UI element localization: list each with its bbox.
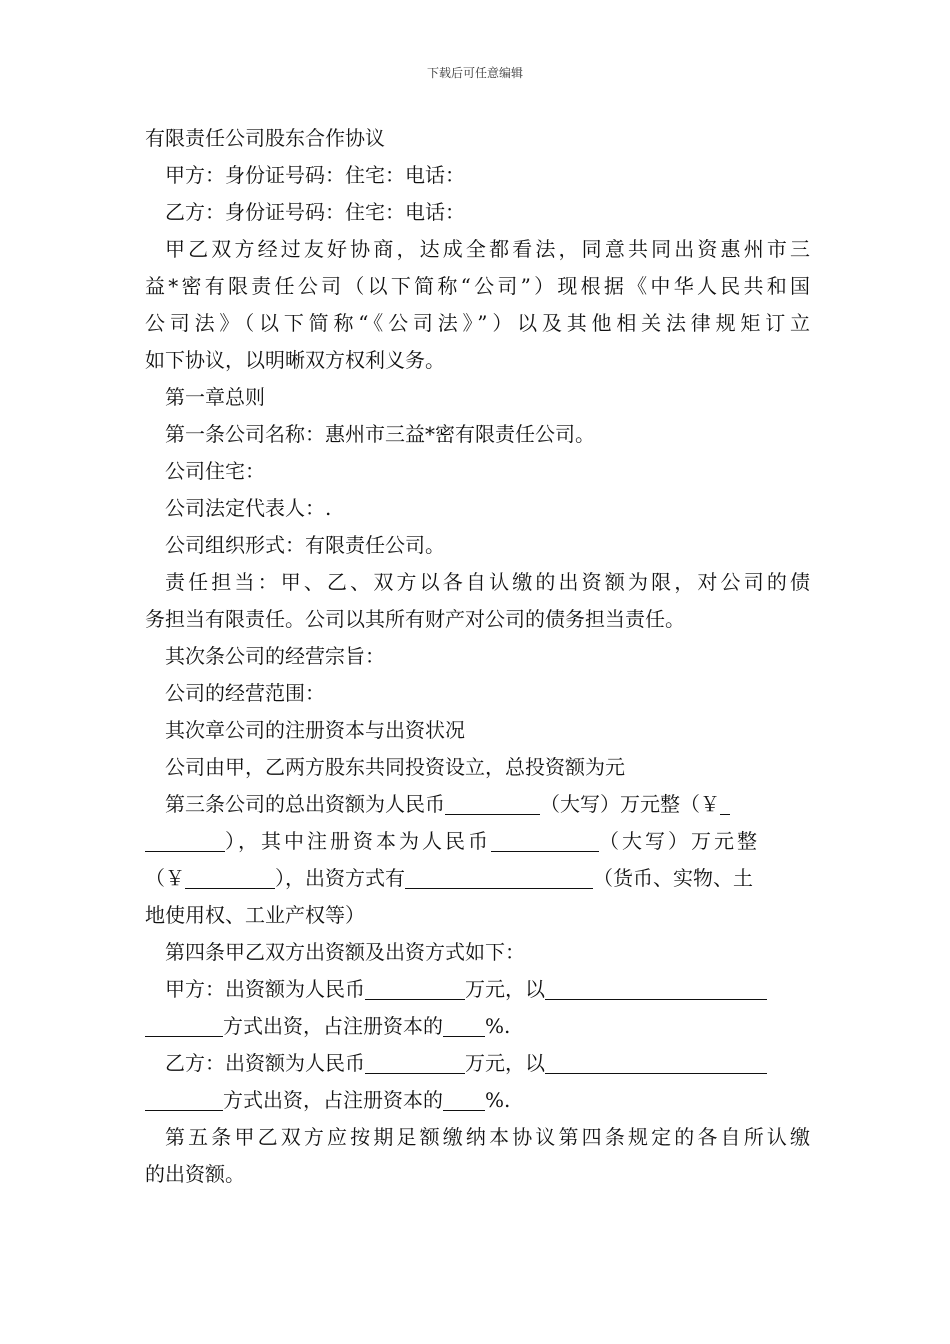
intro-line-3: 公司法》（以下简称“《公司法》”）以及其他相关法律规矩订立 xyxy=(145,311,810,335)
total-amount-blank[interactable] xyxy=(445,792,540,815)
party-b-contribution-line-1 xyxy=(145,1045,810,1082)
total-amount-figure-blank[interactable] xyxy=(720,792,730,815)
article-3-text: （大写）万元整 xyxy=(599,829,760,853)
article-3-text: （大写）万元整（￥ xyxy=(540,792,720,816)
party-a-info: 甲方：身份证号码：住宅：电话： xyxy=(165,163,465,187)
article-4: 第四条甲乙双方出资额及出资方式如下： xyxy=(165,940,525,964)
party-a-contribution-text: 方式出资，占注册资本的 xyxy=(223,1014,443,1038)
total-amount-figure-blank-cont[interactable] xyxy=(145,829,225,852)
party-b-method-blank[interactable] xyxy=(545,1051,767,1074)
party-a-contribution-text: %. xyxy=(485,1014,511,1038)
registered-capital-figure-blank[interactable] xyxy=(185,866,275,889)
party-a-method-blank[interactable] xyxy=(545,977,767,1000)
party-a-contribution-text: 甲方：出资额为人民币 xyxy=(165,977,365,1001)
party-a-contribution-line-1 xyxy=(145,971,810,1008)
party-a-amount-blank[interactable] xyxy=(365,977,465,1000)
document-title: 有限责任公司股东合作协议 xyxy=(145,126,385,150)
total-investment: 公司由甲，乙两方股东共同投资设立，总投资额为元 xyxy=(165,755,625,779)
party-b-contribution-text: 万元，以 xyxy=(465,1051,545,1075)
organization-form: 公司组织形式：有限责任公司。 xyxy=(165,533,445,557)
intro-line-4: 如下协议，以明晰双方权利义务。 xyxy=(145,348,445,372)
contribution-method-blank[interactable] xyxy=(405,866,593,889)
intro-line-2: 益*密有限责任公司（以下简称“公司”）现根据《中华人民共和国 xyxy=(145,274,810,298)
company-address: 公司住宅： xyxy=(165,459,265,483)
party-a-contribution-text: 万元，以 xyxy=(465,977,545,1001)
party-b-amount-blank[interactable] xyxy=(365,1051,465,1074)
party-b-method-blank-cont[interactable] xyxy=(145,1088,223,1111)
article-5-line-1: 第五条甲乙双方应按期足额缴纳本协议第四条规定的各自所认缴 xyxy=(165,1125,810,1149)
article-1-company-name: 第一条公司名称：惠州市三益*密有限责任公司。 xyxy=(165,422,595,446)
article-3-text: （￥ xyxy=(145,866,185,890)
intro-line-1: 甲乙双方经过友好协商，达成全都看法，同意共同出资惠州市三 xyxy=(165,237,810,261)
article-3-line-1 xyxy=(145,786,810,823)
article-3-line-4: 地使用权、工业产权等） xyxy=(145,903,365,927)
liability-line-2: 务担当有限责任。公司以其所有财产对公司的债务担当责任。 xyxy=(145,607,685,631)
party-b-share-blank[interactable] xyxy=(443,1088,485,1111)
chapter-1-title: 第一章总则 xyxy=(165,385,265,409)
business-scope: 公司的经营范围： xyxy=(165,681,325,705)
party-b-info: 乙方：身份证号码：住宅：电话： xyxy=(165,200,465,224)
article-3-line-3 xyxy=(145,860,810,897)
chapter-2-title: 其次章公司的注册资本与出资状况 xyxy=(165,718,465,742)
party-b-contribution-text: 乙方：出资额为人民币 xyxy=(165,1051,365,1075)
article-3-line-2 xyxy=(145,823,810,860)
legal-representative: 公司法定代表人：. xyxy=(165,496,332,520)
party-b-contribution-line-2 xyxy=(145,1082,810,1119)
party-b-contribution-text: 方式出资，占注册资本的 xyxy=(223,1088,443,1112)
article-3-text: ），其中注册资本为人民币 xyxy=(225,829,491,853)
party-a-method-blank-cont[interactable] xyxy=(145,1014,223,1037)
article-2-purpose: 其次条公司的经营宗旨： xyxy=(165,644,385,668)
agreement-body xyxy=(145,120,810,1193)
party-a-contribution-line-2 xyxy=(145,1008,810,1045)
article-3-text: （货币、实物、土 xyxy=(593,866,753,890)
registered-capital-blank[interactable] xyxy=(491,829,599,852)
party-a-share-blank[interactable] xyxy=(443,1014,485,1037)
article-5-line-2: 的出资额。 xyxy=(145,1162,245,1186)
article-3-text: ），出资方式有 xyxy=(275,866,405,890)
page-header-note: 下载后可任意编辑 xyxy=(426,66,523,80)
party-b-contribution-text: %. xyxy=(485,1088,511,1112)
article-3-text: 第三条公司的总出资额为人民币 xyxy=(165,792,445,816)
liability-line-1: 责任担当：甲、乙、双方以各自认缴的出资额为限，对公司的债 xyxy=(165,570,810,594)
